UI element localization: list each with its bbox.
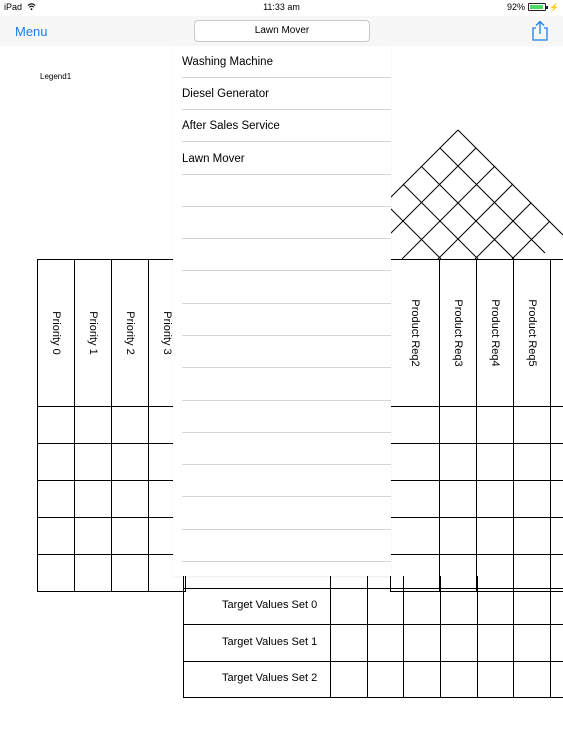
dropdown-item[interactable] — [182, 78, 391, 110]
grid-row — [38, 518, 186, 555]
grid-cell[interactable] — [477, 407, 514, 444]
status-time: 11:33 am — [263, 2, 300, 12]
target-values-label: Target Values Set 1 — [222, 636, 318, 648]
requirement-header-label: Product Req3 — [452, 299, 464, 367]
grid-row — [390, 481, 563, 518]
dropdown-item[interactable] — [182, 498, 391, 530]
requirements-header-row — [390, 260, 563, 407]
grid-cell[interactable] — [112, 555, 149, 592]
grid-cell[interactable] — [440, 481, 477, 518]
grid-row — [390, 444, 563, 481]
grid-row — [38, 555, 186, 592]
requirement-header-cell[interactable] — [390, 260, 440, 407]
target-values-label: Target Values Set 2 — [222, 672, 318, 684]
dropdown-item-label: Washing Machine — [182, 56, 273, 68]
grid-cell[interactable] — [75, 407, 112, 444]
grid-cell[interactable] — [38, 555, 75, 592]
grid-cell[interactable] — [390, 518, 440, 555]
grid-cell[interactable] — [112, 444, 149, 481]
grid-cell[interactable] — [440, 518, 477, 555]
requirements-grid — [390, 259, 563, 592]
requirement-header-label: Product Req2 — [409, 299, 421, 367]
dropdown-item[interactable] — [182, 175, 391, 207]
menu-button[interactable]: Menu — [15, 24, 48, 39]
requirement-header-cell[interactable] — [514, 260, 551, 407]
title-selector[interactable]: Lawn Mover — [194, 20, 370, 42]
grid-cell[interactable] — [112, 518, 149, 555]
grid-row — [390, 407, 563, 444]
requirement-header-label: Product Req4 — [489, 299, 501, 367]
grid-cell[interactable] — [551, 518, 563, 555]
grid-cell[interactable] — [477, 481, 514, 518]
grid-cell[interactable] — [514, 407, 551, 444]
legend-label: Legend1 — [40, 72, 72, 81]
grid-cell[interactable] — [112, 407, 149, 444]
dropdown-item[interactable] — [182, 207, 391, 239]
grid-cell[interactable] — [75, 481, 112, 518]
product-dropdown[interactable] — [173, 46, 391, 576]
dropdown-item[interactable] — [182, 336, 391, 368]
dropdown-item[interactable] — [182, 46, 391, 78]
priority-header-cell[interactable] — [75, 260, 112, 407]
status-bar — [0, 0, 563, 16]
grid-cell[interactable] — [38, 407, 75, 444]
priority-grid — [37, 259, 186, 592]
grid-cell[interactable] — [440, 444, 477, 481]
grid-cell[interactable] — [390, 444, 440, 481]
dropdown-item[interactable] — [182, 433, 391, 465]
battery-percent: 92% — [507, 2, 526, 12]
dropdown-item[interactable] — [182, 110, 391, 142]
priority-header-row — [38, 260, 186, 407]
dropdown-item[interactable] — [182, 530, 391, 562]
dropdown-item[interactable] — [182, 272, 391, 304]
grid-cell[interactable] — [551, 481, 563, 518]
grid-row — [38, 444, 186, 481]
grid-cell[interactable] — [38, 481, 75, 518]
status-right — [507, 2, 559, 12]
grid-cell[interactable] — [514, 518, 551, 555]
priority-header-label: Priority 2 — [124, 311, 136, 355]
dropdown-item[interactable] — [182, 369, 391, 401]
target-values-label: Target Values Set 0 — [222, 599, 318, 611]
grid-cell[interactable] — [514, 481, 551, 518]
grid-cell[interactable] — [551, 407, 563, 444]
dropdown-item[interactable] — [182, 239, 391, 271]
grid-row — [38, 481, 186, 518]
grid-row — [38, 407, 186, 444]
grid-cell[interactable] — [551, 444, 563, 481]
device-label: iPad — [4, 2, 23, 12]
dropdown-item[interactable] — [182, 401, 391, 433]
share-icon[interactable] — [530, 20, 550, 42]
dropdown-item[interactable] — [182, 465, 391, 497]
dropdown-item-label: Lawn Mover — [182, 153, 245, 165]
priority-header-cell[interactable] — [38, 260, 75, 407]
requirement-header-cell[interactable] — [477, 260, 514, 407]
grid-cell[interactable] — [75, 444, 112, 481]
dropdown-item-label: Diesel Generator — [182, 88, 269, 100]
grid-cell[interactable] — [390, 407, 440, 444]
charging-icon: ⚡ — [549, 2, 559, 12]
grid-row — [390, 518, 563, 555]
dropdown-item[interactable] — [182, 304, 391, 336]
requirement-header-label: Product Req5 — [526, 299, 538, 367]
grid-cell[interactable] — [477, 444, 514, 481]
grid-cell[interactable] — [38, 444, 75, 481]
priority-header-label: Priority 1 — [87, 311, 99, 355]
grid-cell[interactable] — [75, 518, 112, 555]
grid-cell[interactable] — [390, 481, 440, 518]
grid-cell[interactable] — [477, 518, 514, 555]
dropdown-item[interactable] — [182, 143, 391, 175]
priority-header-cell[interactable] — [112, 260, 149, 407]
correlation-roof — [380, 120, 563, 259]
priority-header-label: Priority 3 — [161, 311, 173, 355]
dropdown-item-label: After Sales Service — [182, 120, 280, 132]
grid-cell[interactable] — [112, 481, 149, 518]
requirement-header-cell-partial[interactable] — [551, 260, 563, 407]
grid-cell[interactable] — [38, 518, 75, 555]
grid-cell[interactable] — [440, 407, 477, 444]
nav-bar — [0, 16, 563, 46]
battery-icon — [528, 3, 546, 11]
grid-cell[interactable] — [75, 555, 112, 592]
grid-cell[interactable] — [514, 444, 551, 481]
requirement-header-cell[interactable] — [440, 260, 477, 407]
priority-header-label: Priority 0 — [50, 311, 62, 355]
